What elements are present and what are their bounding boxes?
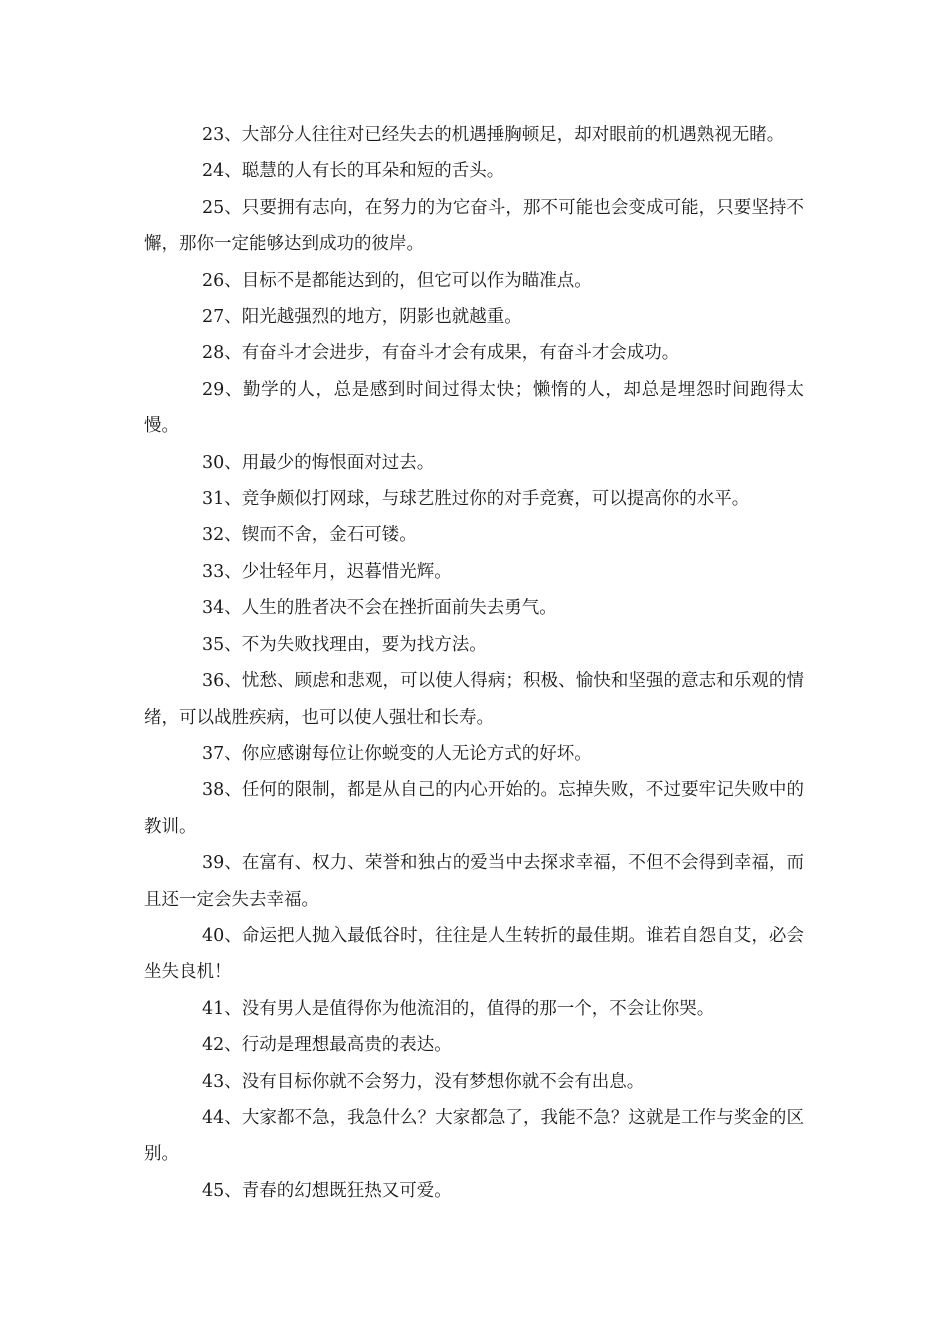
paragraph-41: 41、没有男人是值得你为他流泪的，值得的那一个，不会让你哭。 — [202, 998, 715, 1019]
paragraph-33: 33、少壮轻年月，迟暮惜光辉。 — [202, 561, 452, 582]
paragraph-28: 28、有奋斗才会进步，有奋斗才会有成果，有奋斗才会成功。 — [202, 343, 680, 364]
paragraph-44: 44、大家都不急，我急什么？大家都急了，我能不急？这就是工作与奖金的区别。 — [144, 1107, 804, 1165]
paragraph-27: 27、阳光越强烈的地方，阴影也就越重。 — [202, 307, 522, 328]
paragraph-32: 32、锲而不舍，金石可镂。 — [202, 525, 417, 546]
paragraph-37: 37、你应感谢每位让你蜕变的人无论方式的好坏。 — [202, 743, 592, 764]
paragraph-43: 43、没有目标你就不会努力，没有梦想你就不会有出息。 — [202, 1071, 645, 1092]
paragraph-30: 30、用最少的悔恨面对过去。 — [202, 452, 435, 473]
paragraph-39: 39、在富有、权力、荣誉和独占的爱当中去探求幸福，不但不会得到幸福，而且还一定会失去幸福。 — [144, 853, 804, 910]
paragraph-24: 24、聪慧的人有长的耳朵和短的舌头。 — [202, 161, 505, 182]
document-body — [144, 117, 804, 1209]
paragraph-31: 31、竞争颇似打网球，与球艺胜过你的对手竞赛，可以提高你的水平。 — [202, 489, 750, 510]
paragraph-36: 36、忧愁、顾虑和悲观，可以使人得病；积极、愉快和坚强的意志和乐观的情绪，可以战胜疾病，也可以使人强壮和长寿。 — [144, 671, 804, 728]
paragraph-29: 29、勤学的人，总是感到时间过得太快；懒惰的人，却总是埋怨时间跑得太慢。 — [144, 379, 804, 437]
paragraph-40: 40、命运把人抛入最低谷时，往往是人生转折的最佳期。谁若自怨自艾，必会坐失良机！ — [144, 925, 804, 983]
paragraph-42: 42、行动是理想最高贵的表达。 — [202, 1035, 452, 1056]
paragraph-23: 23、大部分人往往对已经失去的机遇捶胸顿足，却对眼前的机遇熟视无睹。 — [202, 125, 785, 145]
paragraph-38: 38、任何的限制，都是从自己的内心开始的。忘掉失败，不过要牢记失败中的教训。 — [144, 780, 804, 837]
paragraph-26: 26、目标不是都能达到的，但它可以作为瞄准点。 — [202, 270, 592, 291]
paragraph-25: 25、只要拥有志向，在努力的为它奋斗，那不可能也会变成可能，只要坚持不懈，那你一定能够达到成功的彼岸。 — [144, 197, 804, 255]
paragraph-35: 35、不为失败找理由，要为找方法。 — [202, 634, 487, 655]
paragraph-34: 34、人生的胜者决不会在挫折面前失去勇气。 — [202, 598, 557, 619]
paragraph-45: 45、青春的幻想既狂热又可爱。 — [202, 1180, 452, 1201]
